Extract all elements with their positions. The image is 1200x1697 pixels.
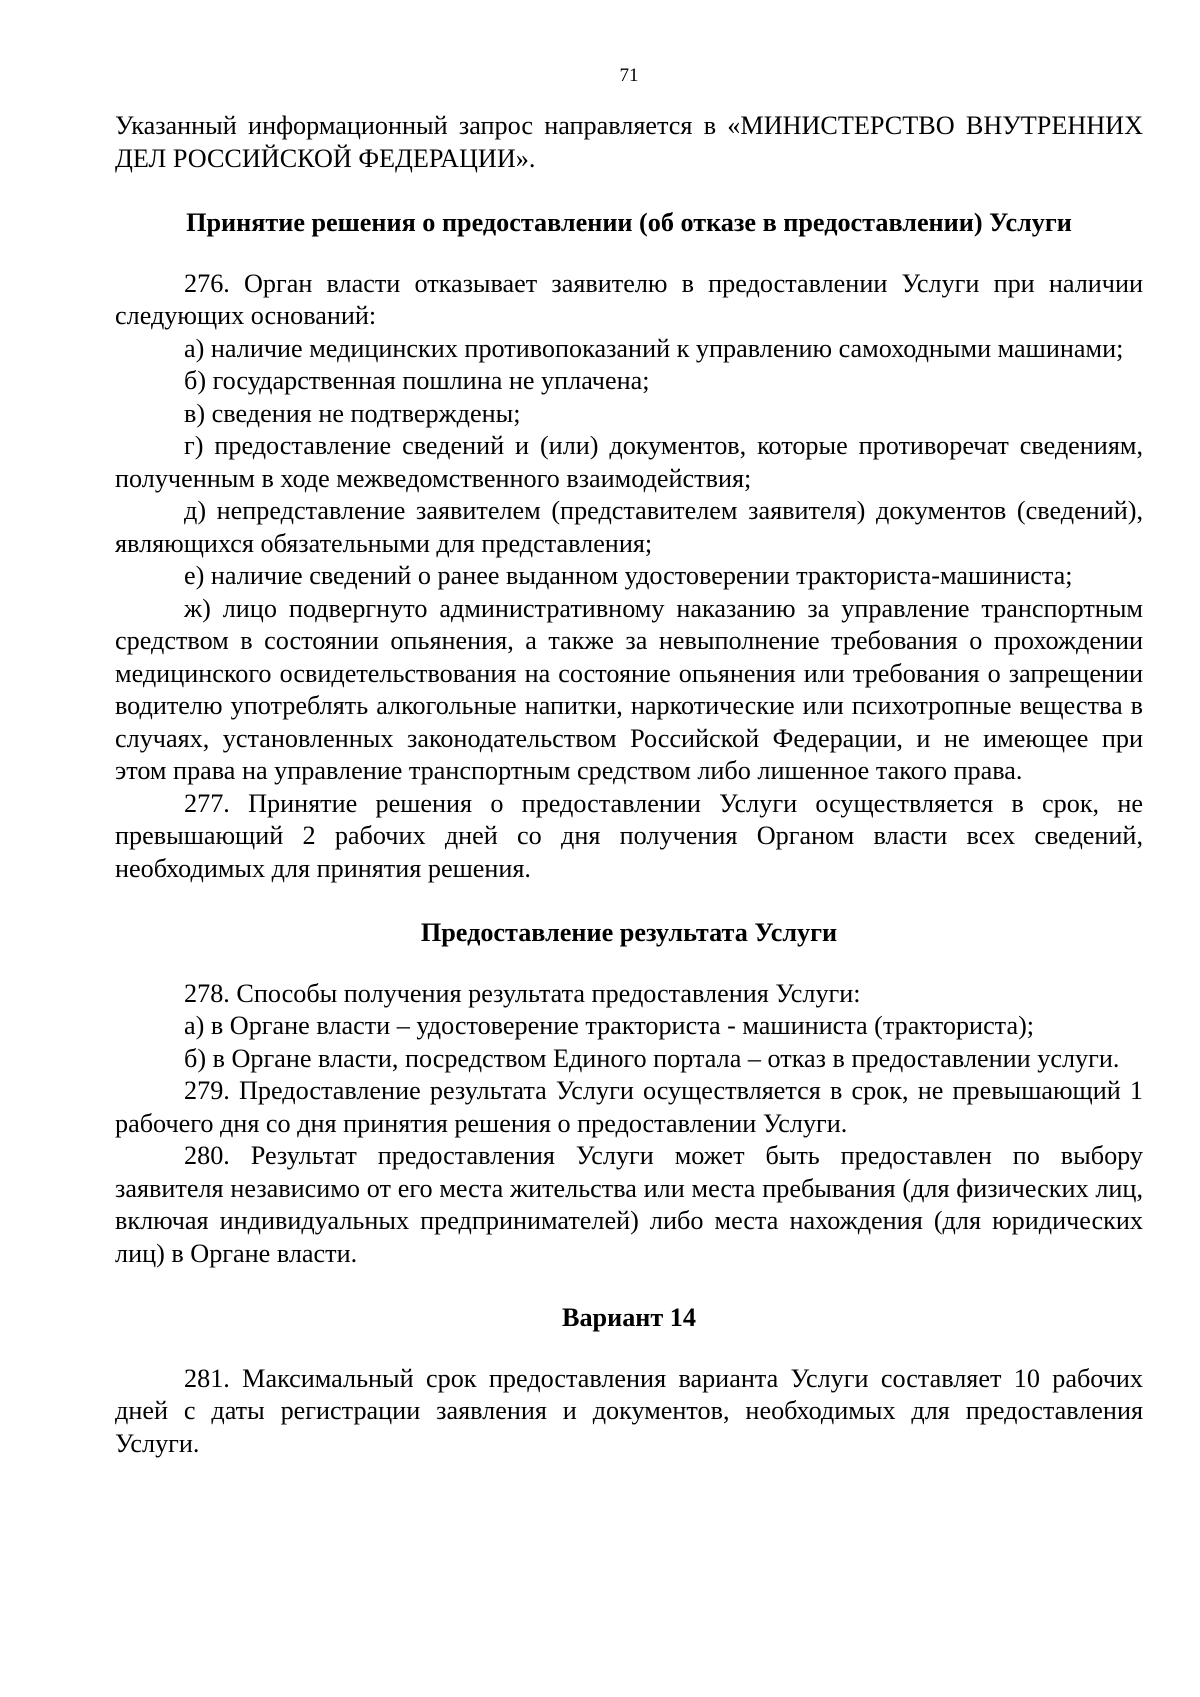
list-item-b: б) государственная пошлина не уплачена; <box>184 366 650 395</box>
list-item-e: е) наличие сведений о ранее выданном удостоверении тракториста-машиниста; <box>184 561 1073 590</box>
paragraph-277: 277. Принятие решения о предоставлении Услуги осуществляется в срок, не превышающий 2 рабочих дней со дня получения Органом власти всех сведений, необходимых для принятия решения. <box>115 788 1143 883</box>
list-item-g: г) предоставление сведений и (или) документов, которые противоречат сведениям, полученным в ходе межведомственного взаимодействия; <box>115 431 1143 493</box>
paragraph-278: 278. Способы получения результата предоставления Услуги: <box>184 978 861 1008</box>
result-item-b: б) в Органе власти, посредством Единого портала – отказ в предоставлении услуги. <box>184 1043 1120 1073</box>
paragraph-279: 279. Предоставление результата Услуги осуществляется в срок, не превышающий 1 рабочего дня со дня принятия решения о предоставлении Услуги. <box>115 1076 1143 1138</box>
result-item-a: а) в Органе власти – удостоверение тракториста - машиниста (тракториста); <box>184 1011 1035 1040</box>
section-heading-decision: Принятие решения о предоставлении (об отказе в предоставлении) Услуги <box>186 208 1072 237</box>
paragraph-281: 281. Максимальный срок предоставления варианта Услуги составляет 10 рабочих дней с даты регистрации заявления и документов, необходимых для предоставления Услуги. <box>115 1363 1143 1458</box>
paragraph-280: 280. Результат предоставления Услуги может быть предоставлен по выбору заявителя независимо от его места жительства или места пребывания (для физических лиц, включая индивидуальных предпринимателей) либо места нахождения (для юридических лиц) в Органе власти. <box>115 1141 1143 1268</box>
page-number: 71 <box>619 65 639 86</box>
section-heading-variant-14: Вариант 14 <box>562 1303 696 1332</box>
intro-paragraph: Указанный информационный запрос направляется в «МИНИСТЕРСТВО ВНУТРЕННИХ ДЕЛ РОССИЙСКОЙ ФЕДЕРАЦИИ». <box>115 111 1143 173</box>
list-item-v: в) сведения не подтверждены; <box>184 398 521 428</box>
list-item-zh: ж) лицо подвергнуто административному наказанию за управление транспортным средством в состоянии опьянения, а также за невыполнение требования о прохождении медицинского освидетельствования на состояние опьянения или требования о запрещении водителю употреблять алкогольные напитки, наркотические или психотропные вещества в случаях, установленных законодательством Российской Федерации, и не имеющее при этом права на управление транспортным средством либо лишенное такого права. <box>115 593 1143 785</box>
paragraph-276: 276. Орган власти отказывает заявителю в предоставлении Услуги при наличии следующих оснований: <box>115 268 1143 330</box>
list-item-d: д) непредставление заявителем (представителем заявителя) документов (сведений), являющихся обязательными для представления; <box>115 496 1143 558</box>
section-heading-result: Предоставление результата Услуги <box>420 918 838 947</box>
document-page <box>115 64 1143 1460</box>
list-item-a: а) наличие медицинских противопоказаний к управлению самоходными машинами; <box>184 333 1124 363</box>
